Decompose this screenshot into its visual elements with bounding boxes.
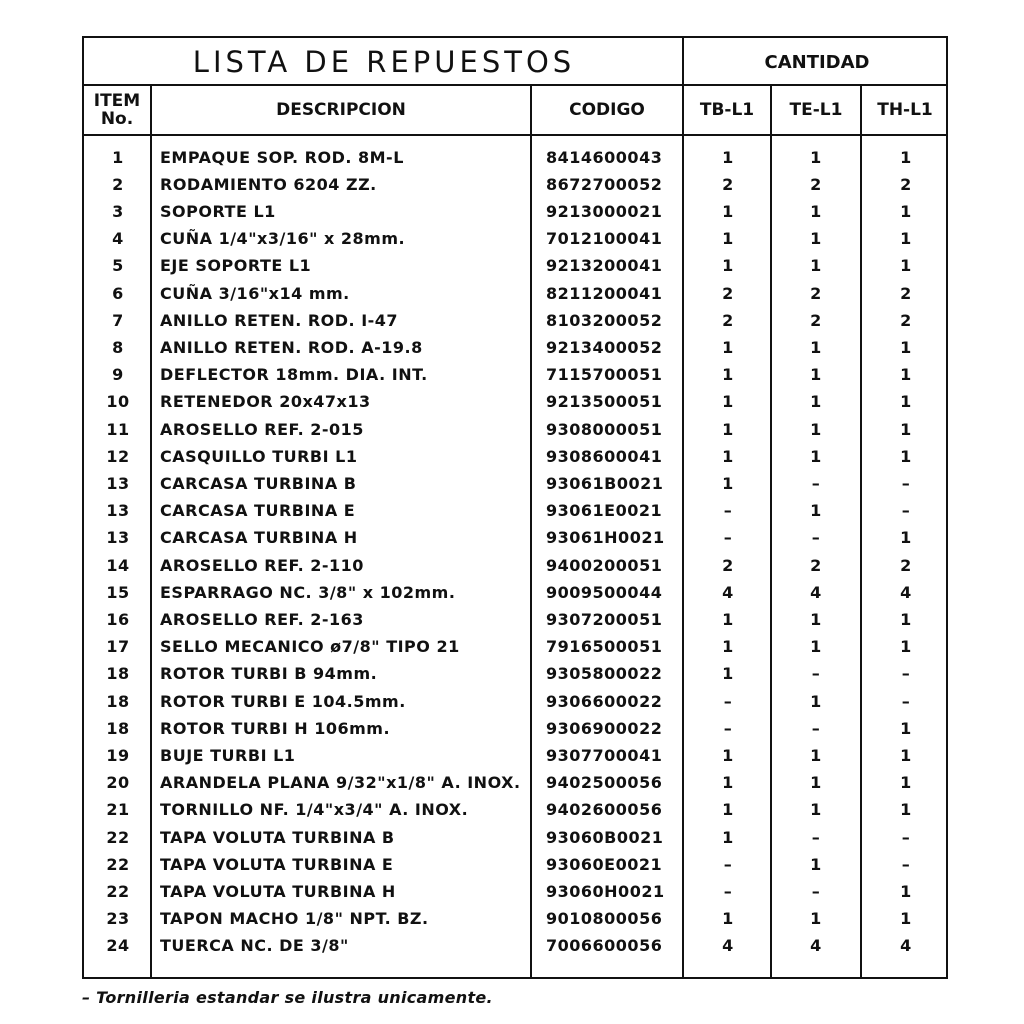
row-qty-th: 4 bbox=[900, 936, 912, 956]
row-qty-te: 2 bbox=[810, 310, 822, 330]
header-item-line1: ITEM bbox=[93, 91, 141, 111]
row-item: 6 bbox=[112, 283, 124, 303]
table-row bbox=[84, 416, 950, 442]
row-item: 9 bbox=[112, 365, 124, 385]
row-qty-te: 2 bbox=[810, 555, 822, 575]
table-row bbox=[84, 171, 950, 197]
row-item: 13 bbox=[106, 528, 130, 548]
row-item: 13 bbox=[106, 473, 130, 493]
row-qty-th: 1 bbox=[900, 256, 912, 276]
row-qty-te: 1 bbox=[810, 365, 822, 385]
row-item: 12 bbox=[106, 446, 130, 466]
row-qty-te: 1 bbox=[810, 201, 822, 221]
row-qty-tb: 1 bbox=[722, 664, 734, 684]
row-qty-te: 1 bbox=[810, 691, 822, 711]
row-qty-th: – bbox=[901, 827, 911, 847]
row-description: TAPON MACHO 1/8" NPT. BZ. bbox=[160, 909, 429, 929]
row-qty-th: 1 bbox=[900, 718, 912, 738]
row-qty-te: – bbox=[811, 718, 821, 738]
row-qty-th: 2 bbox=[900, 555, 912, 575]
row-qty-tb: 2 bbox=[722, 174, 734, 194]
header-divider bbox=[84, 134, 946, 136]
row-item: 4 bbox=[112, 229, 124, 249]
row-qty-tb: 1 bbox=[722, 637, 734, 657]
table-row bbox=[84, 742, 950, 768]
row-code: 7006600056 bbox=[546, 936, 663, 956]
row-qty-tb: 1 bbox=[722, 365, 734, 385]
row-code: 9213500051 bbox=[546, 392, 663, 412]
row-qty-te: 4 bbox=[810, 936, 822, 956]
row-qty-te: 1 bbox=[810, 773, 822, 793]
row-description: RETENEDOR 20x47x13 bbox=[160, 392, 371, 412]
table-row bbox=[84, 824, 950, 850]
row-qty-te: – bbox=[811, 827, 821, 847]
row-item: 2 bbox=[112, 174, 124, 194]
row-qty-te: 1 bbox=[810, 800, 822, 820]
row-qty-te: 1 bbox=[810, 609, 822, 629]
row-description: TAPA VOLUTA TURBINA B bbox=[160, 827, 395, 847]
header-th: TH-L1 bbox=[877, 100, 933, 120]
table-row bbox=[84, 470, 950, 496]
row-qty-th: 1 bbox=[900, 637, 912, 657]
row-description: ROTOR TURBI H 106mm. bbox=[160, 718, 391, 738]
row-qty-tb: – bbox=[723, 718, 733, 738]
row-qty-tb: 4 bbox=[722, 582, 734, 602]
row-item: 20 bbox=[106, 773, 130, 793]
row-item: 23 bbox=[106, 909, 130, 929]
row-qty-th: 1 bbox=[900, 365, 912, 385]
row-code: 9306600022 bbox=[546, 691, 663, 711]
row-qty-te: – bbox=[811, 528, 821, 548]
row-qty-tb: – bbox=[723, 691, 733, 711]
row-description: ARANDELA PLANA 9/32"x1/8" A. INOX. bbox=[160, 773, 521, 793]
row-qty-te: 1 bbox=[810, 147, 822, 167]
row-code: 9307700041 bbox=[546, 745, 663, 765]
row-item: 5 bbox=[112, 256, 124, 276]
row-qty-th: – bbox=[901, 501, 911, 521]
row-description: RODAMIENTO 6204 ZZ. bbox=[160, 174, 377, 194]
row-code: 8672700052 bbox=[546, 174, 663, 194]
row-item: 8 bbox=[112, 337, 124, 357]
row-item: 10 bbox=[106, 392, 130, 412]
row-code: 9308000051 bbox=[546, 419, 663, 439]
row-qty-tb: 1 bbox=[722, 337, 734, 357]
row-qty-th: 1 bbox=[900, 745, 912, 765]
row-item: 11 bbox=[106, 419, 130, 439]
row-qty-th: 4 bbox=[900, 582, 912, 602]
row-qty-tb: 1 bbox=[722, 745, 734, 765]
row-description: EMPAQUE SOP. ROD. 8M-L bbox=[160, 147, 404, 167]
row-qty-tb: 2 bbox=[722, 283, 734, 303]
table-row bbox=[84, 933, 950, 959]
row-description: SELLO MECANICO ø7/8" TIPO 21 bbox=[160, 637, 460, 657]
row-description: AROSELLO REF. 2-163 bbox=[160, 609, 364, 629]
row-code: 9213400052 bbox=[546, 337, 663, 357]
table-row bbox=[84, 253, 950, 279]
row-code: 9213000021 bbox=[546, 201, 663, 221]
row-qty-te: 4 bbox=[810, 582, 822, 602]
row-qty-tb: – bbox=[723, 854, 733, 874]
table-row bbox=[84, 389, 950, 415]
row-qty-th: 2 bbox=[900, 174, 912, 194]
table-row bbox=[84, 498, 950, 524]
table-row bbox=[84, 606, 950, 632]
row-code: 9305800022 bbox=[546, 664, 663, 684]
row-qty-th: 1 bbox=[900, 800, 912, 820]
row-item: 22 bbox=[106, 827, 130, 847]
row-description: CASQUILLO TURBI L1 bbox=[160, 446, 358, 466]
row-description: TUERCA NC. DE 3/8" bbox=[160, 936, 349, 956]
row-description: BUJE TURBI L1 bbox=[160, 745, 296, 765]
table-row bbox=[84, 144, 950, 170]
row-qty-tb: 1 bbox=[722, 147, 734, 167]
row-item: 19 bbox=[106, 745, 130, 765]
row-description: TAPA VOLUTA TURBINA H bbox=[160, 881, 396, 901]
row-qty-th: 1 bbox=[900, 609, 912, 629]
row-description: ESPARRAGO NC. 3/8" x 102mm. bbox=[160, 582, 456, 602]
table-row bbox=[84, 334, 950, 360]
row-qty-te: 2 bbox=[810, 174, 822, 194]
row-qty-tb: 1 bbox=[722, 201, 734, 221]
quantity-header: CANTIDAD bbox=[764, 51, 870, 73]
row-item: 18 bbox=[106, 691, 130, 711]
row-item: 18 bbox=[106, 664, 130, 684]
row-qty-te: – bbox=[811, 473, 821, 493]
row-code: 8103200052 bbox=[546, 310, 663, 330]
row-qty-th: – bbox=[901, 854, 911, 874]
row-item: 22 bbox=[106, 881, 130, 901]
table-row bbox=[84, 307, 950, 333]
row-item: 16 bbox=[106, 609, 130, 629]
row-qty-tb: 2 bbox=[722, 555, 734, 575]
row-qty-tb: 1 bbox=[722, 229, 734, 249]
row-description: DEFLECTOR 18mm. DIA. INT. bbox=[160, 365, 428, 385]
row-qty-te: 1 bbox=[810, 419, 822, 439]
row-qty-th: 1 bbox=[900, 881, 912, 901]
row-code: 9009500044 bbox=[546, 582, 663, 602]
row-qty-tb: 1 bbox=[722, 800, 734, 820]
table-row bbox=[84, 906, 950, 932]
row-qty-te: 1 bbox=[810, 229, 822, 249]
row-code: 9010800056 bbox=[546, 909, 663, 929]
row-description: CUÑA 1/4"x3/16" x 28mm. bbox=[160, 229, 406, 249]
row-qty-tb: 1 bbox=[722, 827, 734, 847]
row-description: AROSELLO REF. 2-110 bbox=[160, 555, 364, 575]
row-description: AROSELLO REF. 2-015 bbox=[160, 419, 364, 439]
row-description: TORNILLO NF. 1/4"x3/4" A. INOX. bbox=[160, 800, 469, 820]
row-description: CUÑA 3/16"x14 mm. bbox=[160, 283, 350, 303]
row-qty-tb: 1 bbox=[722, 446, 734, 466]
row-code: 9308600041 bbox=[546, 446, 663, 466]
row-qty-tb: 1 bbox=[722, 419, 734, 439]
row-qty-te: – bbox=[811, 664, 821, 684]
header-tb: TB-L1 bbox=[699, 100, 755, 120]
row-code: 93061E0021 bbox=[546, 501, 663, 521]
row-qty-th: 1 bbox=[900, 201, 912, 221]
table-row bbox=[84, 878, 950, 904]
row-description: ROTOR TURBI B 94mm. bbox=[160, 664, 378, 684]
row-qty-th: – bbox=[901, 664, 911, 684]
row-code: 93060H0021 bbox=[546, 881, 665, 901]
row-code: 93060E0021 bbox=[546, 854, 663, 874]
table-row bbox=[84, 715, 950, 741]
table-row bbox=[84, 661, 950, 687]
table-row bbox=[84, 688, 950, 714]
row-qty-th: 1 bbox=[900, 773, 912, 793]
row-code: 93061B0021 bbox=[546, 473, 664, 493]
row-qty-th: 1 bbox=[900, 446, 912, 466]
table-row bbox=[84, 280, 950, 306]
table-row bbox=[84, 634, 950, 660]
row-item: 24 bbox=[106, 936, 130, 956]
header-item bbox=[84, 86, 150, 134]
row-item: 18 bbox=[106, 718, 130, 738]
row-qty-te: 1 bbox=[810, 256, 822, 276]
row-qty-th: 2 bbox=[900, 283, 912, 303]
row-qty-te: 1 bbox=[810, 854, 822, 874]
row-item: 1 bbox=[112, 147, 124, 167]
row-code: 7115700051 bbox=[546, 365, 663, 385]
row-qty-tb: – bbox=[723, 501, 733, 521]
row-qty-te: 1 bbox=[810, 501, 822, 521]
row-qty-te: 1 bbox=[810, 745, 822, 765]
row-code: 7916500051 bbox=[546, 637, 663, 657]
row-qty-te: 2 bbox=[810, 283, 822, 303]
header-code: CODIGO bbox=[569, 100, 645, 120]
table-row bbox=[84, 525, 950, 551]
row-qty-tb: 1 bbox=[722, 392, 734, 412]
row-qty-th: 1 bbox=[900, 909, 912, 929]
row-code: 93061H0021 bbox=[546, 528, 665, 548]
row-qty-te: 1 bbox=[810, 909, 822, 929]
row-qty-te: 1 bbox=[810, 392, 822, 412]
row-qty-te: 1 bbox=[810, 337, 822, 357]
row-qty-th: – bbox=[901, 473, 911, 493]
table-row bbox=[84, 443, 950, 469]
row-description: EJE SOPORTE L1 bbox=[160, 256, 312, 276]
row-qty-th: 1 bbox=[900, 392, 912, 412]
row-qty-th: – bbox=[901, 691, 911, 711]
row-qty-tb: – bbox=[723, 528, 733, 548]
row-description: ANILLO RETEN. ROD. I-47 bbox=[160, 310, 399, 330]
row-description: SOPORTE L1 bbox=[160, 201, 276, 221]
table-row bbox=[84, 226, 950, 252]
row-qty-tb: 1 bbox=[722, 909, 734, 929]
row-item: 17 bbox=[106, 637, 130, 657]
row-qty-th: 1 bbox=[900, 419, 912, 439]
row-item: 22 bbox=[106, 854, 130, 874]
row-code: 8414600043 bbox=[546, 147, 663, 167]
table-row bbox=[84, 851, 950, 877]
row-item: 13 bbox=[106, 501, 130, 521]
row-qty-tb: 2 bbox=[722, 310, 734, 330]
header-item-line2: No. bbox=[100, 109, 134, 129]
row-description: TAPA VOLUTA TURBINA E bbox=[160, 854, 394, 874]
row-qty-te: 1 bbox=[810, 446, 822, 466]
row-item: 7 bbox=[112, 310, 124, 330]
row-qty-tb: – bbox=[723, 881, 733, 901]
row-code: 9213200041 bbox=[546, 256, 663, 276]
table-row bbox=[84, 579, 950, 605]
row-code: 8211200041 bbox=[546, 283, 663, 303]
footnote: – Tornilleria estandar se ilustra unicamente. bbox=[82, 988, 493, 1007]
row-code: 9402600056 bbox=[546, 800, 663, 820]
row-qty-th: 1 bbox=[900, 229, 912, 249]
header-description: DESCRIPCION bbox=[276, 100, 406, 120]
row-qty-th: 2 bbox=[900, 310, 912, 330]
parts-list-table bbox=[82, 36, 948, 979]
row-qty-tb: 4 bbox=[722, 936, 734, 956]
row-description: ANILLO RETEN. ROD. A-19.8 bbox=[160, 337, 423, 357]
row-description: CARCASA TURBINA B bbox=[160, 473, 357, 493]
header-te: TE-L1 bbox=[789, 100, 843, 120]
row-description: ROTOR TURBI E 104.5mm. bbox=[160, 691, 406, 711]
table-row bbox=[84, 552, 950, 578]
row-qty-tb: 1 bbox=[722, 256, 734, 276]
row-code: 93060B0021 bbox=[546, 827, 664, 847]
row-item: 14 bbox=[106, 555, 130, 575]
row-code: 9307200051 bbox=[546, 609, 663, 629]
row-item: 21 bbox=[106, 800, 130, 820]
row-item: 3 bbox=[112, 201, 124, 221]
row-qty-th: 1 bbox=[900, 147, 912, 167]
row-qty-th: 1 bbox=[900, 528, 912, 548]
table-row bbox=[84, 198, 950, 224]
row-qty-tb: 1 bbox=[722, 773, 734, 793]
row-code: 7012100041 bbox=[546, 229, 663, 249]
table-row bbox=[84, 770, 950, 796]
table-title: LISTA DE REPUESTOS bbox=[192, 45, 576, 79]
table-row bbox=[84, 362, 950, 388]
row-qty-th: 1 bbox=[900, 337, 912, 357]
row-item: 15 bbox=[106, 582, 130, 602]
row-qty-te: – bbox=[811, 881, 821, 901]
row-code: 9306900022 bbox=[546, 718, 663, 738]
table-row bbox=[84, 797, 950, 823]
row-qty-te: 1 bbox=[810, 637, 822, 657]
row-description: CARCASA TURBINA H bbox=[160, 528, 358, 548]
row-code: 9402500056 bbox=[546, 773, 663, 793]
row-code: 9400200051 bbox=[546, 555, 663, 575]
row-qty-tb: 1 bbox=[722, 473, 734, 493]
row-description: CARCASA TURBINA E bbox=[160, 501, 356, 521]
row-qty-tb: 1 bbox=[722, 609, 734, 629]
